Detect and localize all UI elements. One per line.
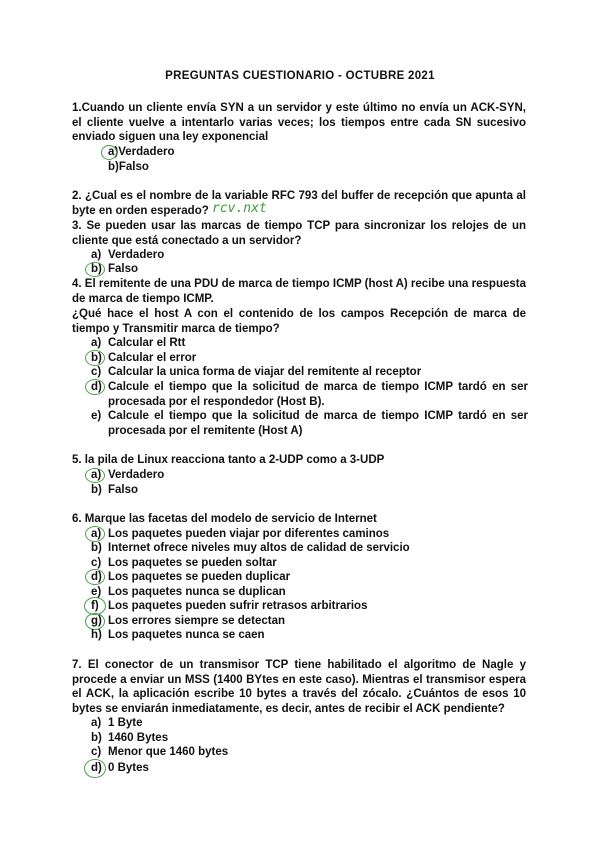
page-title: PREGUNTAS CUESTIONARIO - OCTUBRE 2021 xyxy=(165,70,435,82)
q7-option-d-letter: d) xyxy=(91,762,102,774)
q6-option-g-letter: g) xyxy=(91,615,102,627)
q7-option-b-letter: b) xyxy=(91,732,102,744)
q7-option-b[interactable]: 1460 Bytes xyxy=(108,732,169,744)
q7-option-a[interactable]: 1 Byte xyxy=(108,717,143,729)
q7-option-a-letter: a) xyxy=(91,717,102,729)
q1-option-b[interactable]: b)Falso xyxy=(108,161,149,173)
q4-option-e-letter: e) xyxy=(91,410,102,422)
q6-option-h[interactable]: Los paquetes nunca se caen xyxy=(108,629,265,641)
q6-option-d-letter: d) xyxy=(91,571,102,583)
q6-option-f-letter: f) xyxy=(91,600,99,612)
question-4-subtext: ¿Qué hace el host A con el contenido de los campos Recepción de marca de tiempo y Transmitir marca de tiempo? xyxy=(72,308,526,335)
q4-option-b-letter: b) xyxy=(91,352,102,364)
q4-option-d-letter: d) xyxy=(91,381,102,393)
q4-option-b[interactable]: Calcular el error xyxy=(108,352,197,364)
q4-option-c[interactable]: Calcular la unica forma de viajar del remitente al receptor xyxy=(108,366,422,378)
q5-option-b[interactable]: Falso xyxy=(108,484,139,496)
q6-option-d[interactable]: Los paquetes se pueden duplicar xyxy=(108,571,291,583)
question-1-text: 1.Cuando un cliente envía SYN a un servidor y este último no envía un ACK-SYN, el cliente vuelve a intentarlo varias veces; los tiempos entre cada SN sucesivo enviado siguen una ley exponencial xyxy=(72,102,526,144)
q7-option-c[interactable]: Menor que 1460 bytes xyxy=(108,746,229,758)
q6-option-h-letter: h) xyxy=(91,629,102,641)
q4-option-d[interactable]: Calcule el tiempo que la solicitud de marca de tiempo ICMP tardó en ser procesada por el respondedor (Host B). xyxy=(108,381,528,408)
q4-option-e[interactable]: Calcule el tiempo que la solicitud de marca de tiempo ICMP tardó en ser procesada por el remitente (Host A) xyxy=(108,410,528,437)
q3-option-a[interactable]: Verdadero xyxy=(108,249,165,261)
question-6-text: 6. Marque las facetas del modelo de servicio de Internet xyxy=(72,513,377,525)
q3-option-b[interactable]: Falso xyxy=(108,263,139,275)
q6-option-e[interactable]: Los paquetes nunca se duplican xyxy=(108,586,286,598)
answer-circle xyxy=(85,379,105,395)
q5-option-b-letter: b) xyxy=(91,484,102,496)
q6-option-a[interactable]: Los paquetes pueden viajar por diferentes caminos xyxy=(108,528,390,540)
q6-option-a-letter: a) xyxy=(91,528,102,540)
question-7-text: 7. El conector de un transmisor TCP tiene habilitado el algoritmo de Nagle y procede a enviar un MSS (1400 BYtes en este caso). Mientras el transmisor espera el ACK, la aplicación escribe 10 bytes a través del zócalo. ¿Cuántos de esos 10 bytes se enviarán inmediatamente, es decir, antes de recibir el ACK pendiente? xyxy=(72,659,526,715)
q3-option-a-letter: a) xyxy=(91,249,102,261)
q6-option-f[interactable]: Los paquetes pueden sufrir retrasos arbitrarios xyxy=(108,600,368,612)
question-4-text: 4. El remitente de una PDU de marca de tiempo ICMP (host A) recibe una respuesta de marca de tiempo ICMP. xyxy=(72,278,526,305)
q7-option-c-letter: c) xyxy=(91,746,102,758)
q6-option-g[interactable]: Los errores siempre se detectan xyxy=(108,615,286,627)
q6-option-c[interactable]: Los paquetes se pueden soltar xyxy=(108,557,277,569)
q4-option-c-letter: c) xyxy=(91,366,102,378)
q5-option-a-letter: a) xyxy=(91,469,102,481)
q6-option-c-letter: c) xyxy=(91,557,102,569)
question-5-text: 5. la pila de Linux reacciona tanto a 2-UDP como a 3-UDP xyxy=(72,454,385,466)
q1-option-a[interactable]: a)Verdadero xyxy=(108,146,175,158)
answer-circle xyxy=(85,569,105,585)
q4-option-a-letter: a) xyxy=(91,337,102,349)
question-3-text: 3. Se pueden usar las marcas de tiempo TCP para sincronizar los relojes de un cliente que está conectado a un servidor? xyxy=(72,220,526,247)
question-2-text: 2. ¿Cual es el nombre de la variable RFC 793 del buffer de recepción que apunta al byte en orden esperado? xyxy=(72,190,526,217)
answer-circle xyxy=(85,262,105,277)
answer-circle xyxy=(101,145,117,160)
q3-option-b-letter: b) xyxy=(91,263,102,275)
answer-circle xyxy=(84,759,106,778)
q5-option-a[interactable]: Verdadero xyxy=(108,469,165,481)
q6-option-b[interactable]: Internet ofrece niveles muy altos de calidad de servicio xyxy=(108,542,410,554)
answer-circle xyxy=(85,526,105,542)
q6-option-e-letter: e) xyxy=(91,586,102,598)
q7-option-d[interactable]: 0 Bytes xyxy=(108,762,149,774)
q6-option-b-letter: b) xyxy=(91,542,102,554)
q4-option-a[interactable]: Calcular el Rtt xyxy=(108,337,186,349)
answer-circle xyxy=(85,350,105,366)
handwritten-answer: rcv.nxt xyxy=(212,201,267,216)
answer-circle xyxy=(85,468,105,483)
